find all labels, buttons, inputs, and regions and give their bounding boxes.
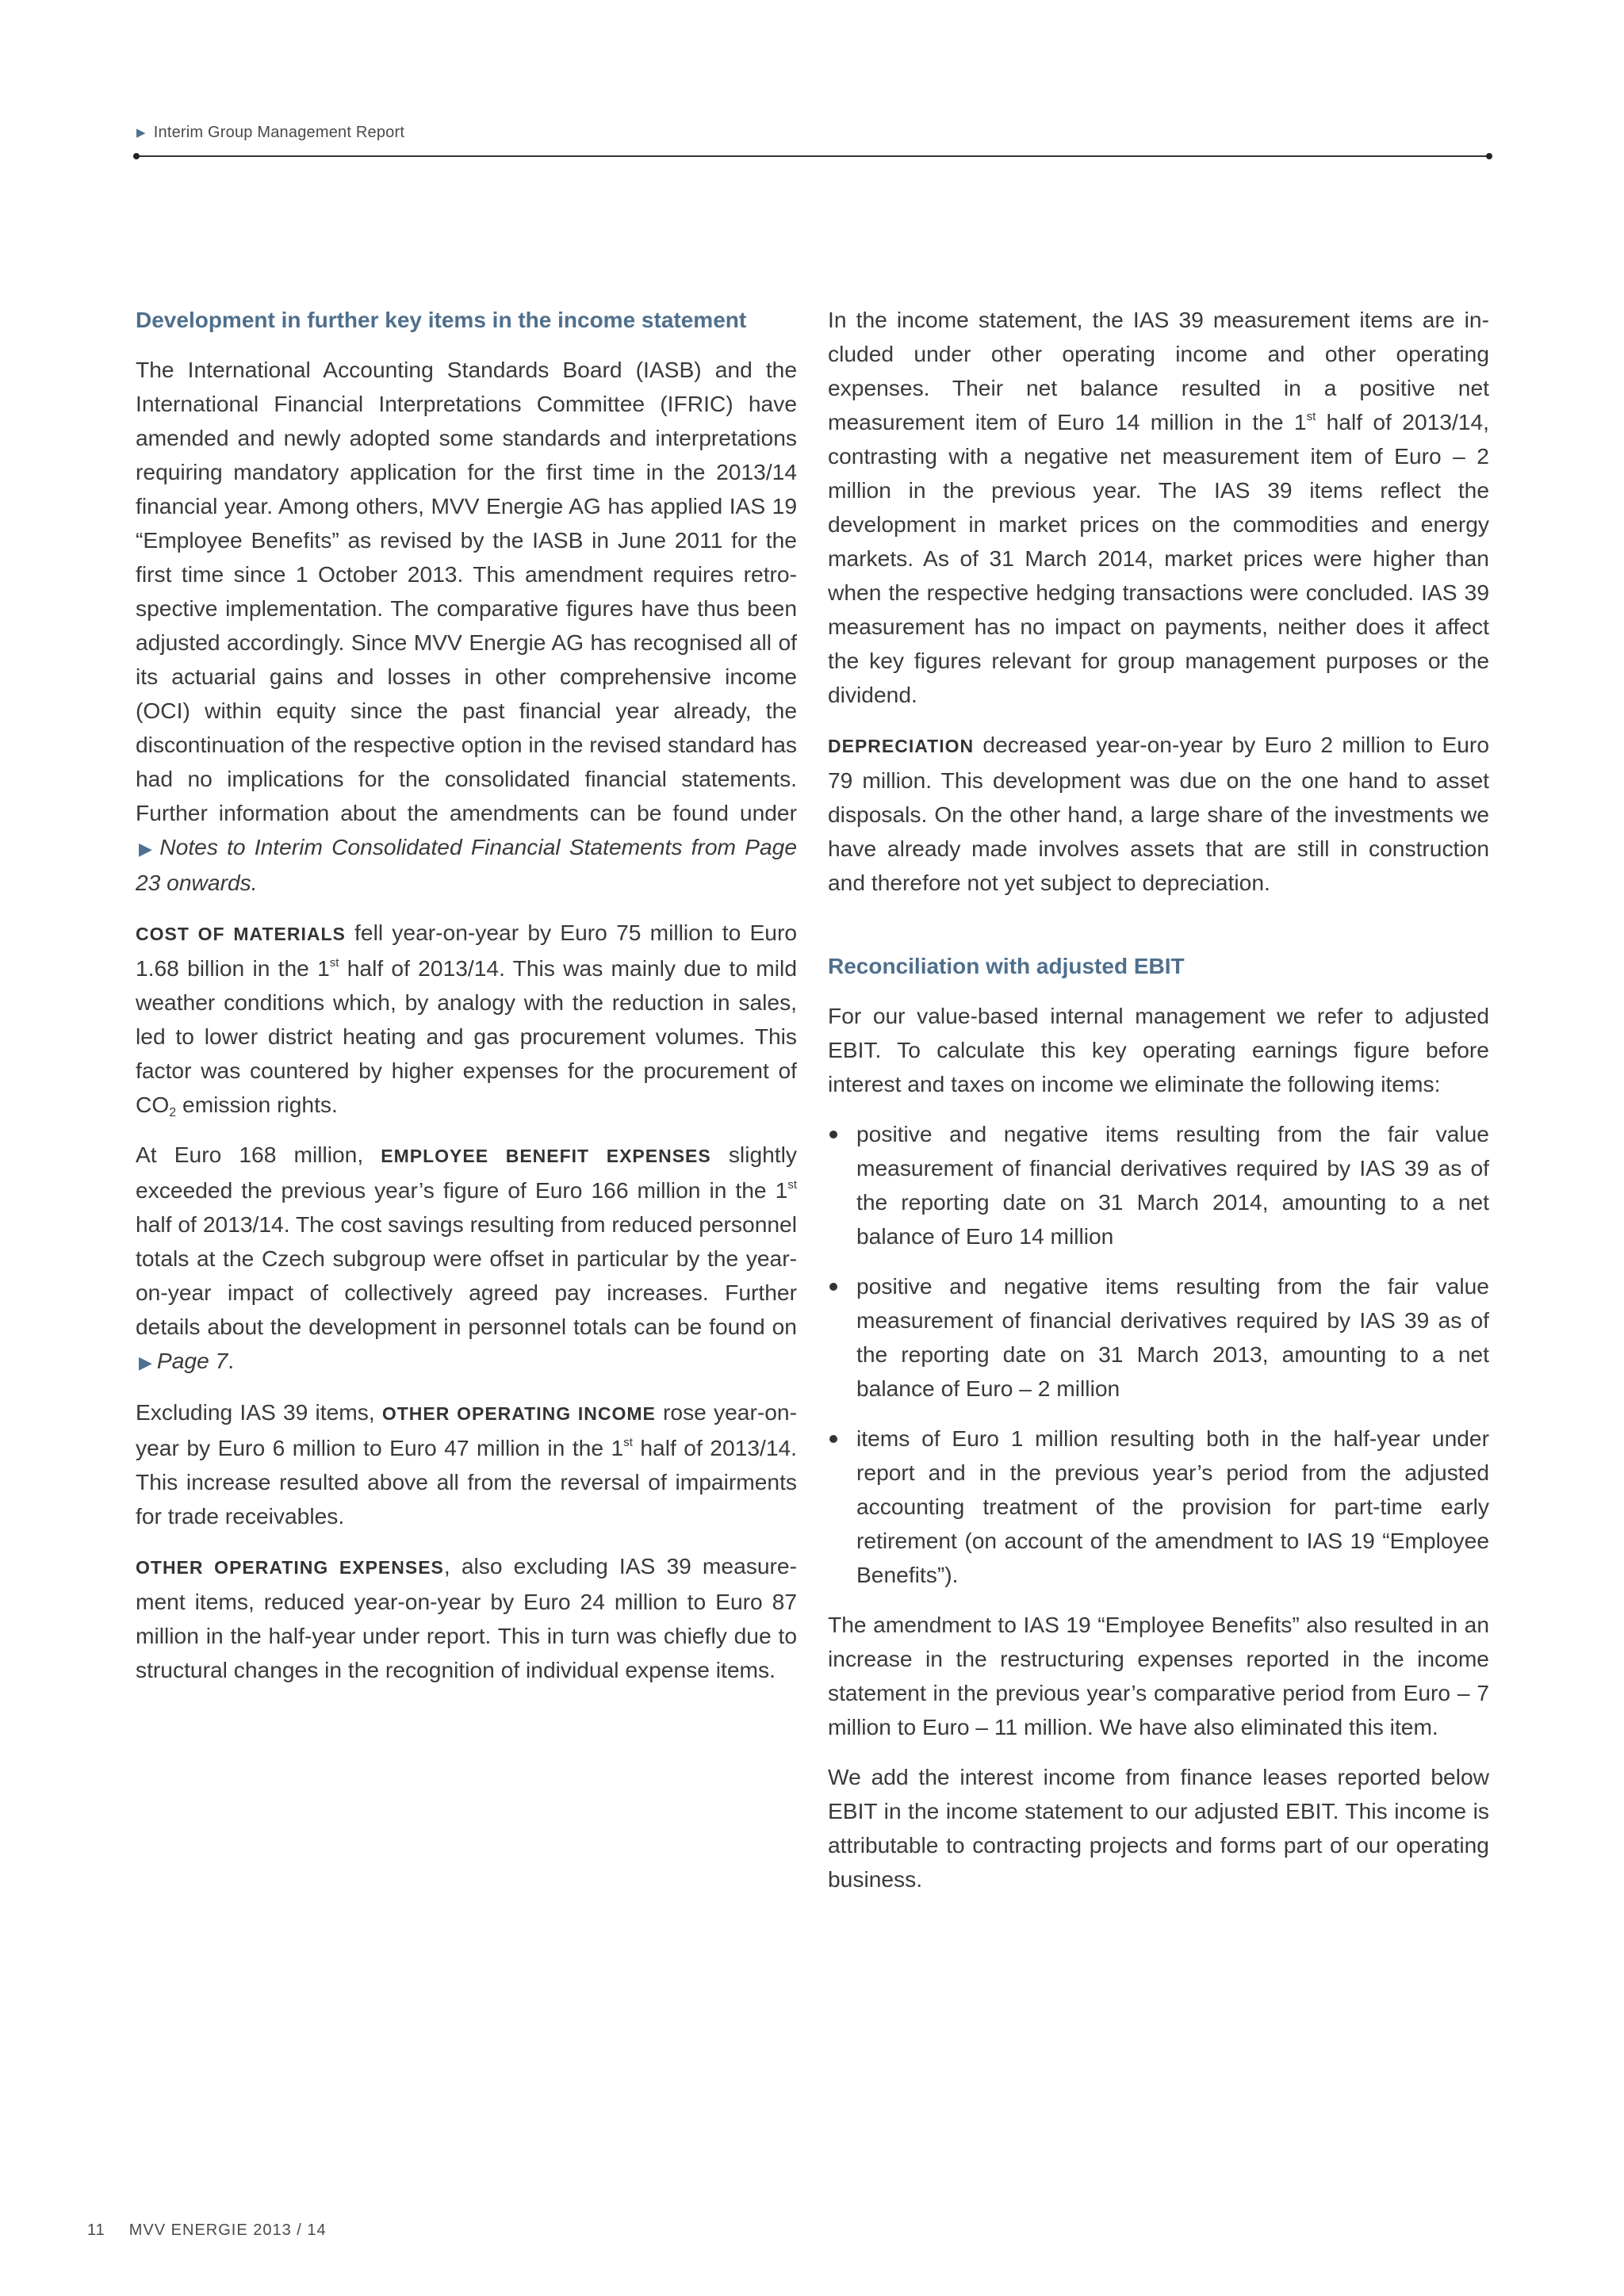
keyword-other-operating-income: OTHER OPERATING INCOME [381, 1403, 656, 1424]
keyword-cost-of-materials: COST OF MATERIALS [136, 924, 346, 944]
paragraph-cost-of-materials: COST OF MATERIALS fell year-on-year by Euro 75 million to Euro 1.68 billion in the 1st half of 2013/14. This was mainly due to mild weather conditions which, by analogy with the reduction in sales, led to lower district heating and gas procurement volumes. This factor was countered by higher expenses for the procurement of $CO_2$ emission rights. [136, 920, 798, 1119]
cross-reference-page-7[interactable]: ▶ Page 7 [139, 1348, 228, 1373]
paragraph-ias-amendments: The International Accounting Standards Board (IASB) and the International Financial Interpretations Committee (IFRIC) have amended and newly adopted some standards and interpretations requiring mandatory application for the first time in the 2013/14 financial year. Among others, MVV Energie AG has applied IAS 19 “Employee Benefits” as revised by the IASB in June 2011 for the first time since 1 October 2013. This amendment requires retrospective implementation. The comparative figures have thus been adjusted accordingly. Since MVV Energie AG has recognised all of its actuarial gains and losses in other comprehensive income (OCI) within equity since the past financial year already, the discontinuation of the respective option in the revised standard has had no implications for the consolidated financial statements. Further information about the amendments can be found under ▶ Notes to Interim Consolidated Financial Statements from Page 23 onwards. [136, 357, 797, 895]
bullet-icon [829, 1283, 837, 1291]
triangle-link-icon: ▶ [139, 1353, 152, 1372]
bullet-list-eliminated-items [828, 1117, 1489, 1592]
page-footer [87, 2221, 327, 2240]
section-heading-key-items: Development in further key items in the income statement [136, 308, 747, 332]
list-item: positive and negative items resulting from the fair value measurement of financial derivatives required by IAS 39 as of the reporting date on 31 March 2013, amounting to a net balance of Euro – 2 million [828, 1269, 1489, 1406]
page-number: 11 [87, 2221, 105, 2239]
paragraph-restructuring-expenses: The amendment to IAS 19 “Employee Benefits” also resulted in an increase in the restructuring expenses reported in the income statement in the previous year’s comparative period from Euro – 7 million to Euro – 11 million. We have also eliminated this item. [828, 1612, 1489, 1739]
paragraph-other-operating-expenses: OTHER OPERATING EXPENSES, also excluding IAS 39 measurement items, reduced year-on-year by Euro 24 million to Euro 87 million in the half-year under report. This in turn was chiefly due to structural changes in the recognition of individual expense items. [136, 1553, 797, 1682]
paragraph-adjusted-ebit-intro: For our value-based internal management we refer to adjusted EBIT. To calculate this key operating earnings figure before interest and taxes on income we eliminate the following items: [828, 1003, 1489, 1096]
running-header [136, 124, 404, 142]
left-column [136, 303, 797, 1703]
triangle-link-icon: ▶ [139, 839, 155, 859]
list-item: positive and negative items resulting from the fair value measurement of financial derivatives required by IAS 39 as of the reporting date on 31 March 2014, amounting to a net balance of Euro 14 million [828, 1117, 1489, 1253]
triangle-marker-icon: ▶ [136, 126, 146, 140]
paragraph-employee-benefit-expenses: At Euro 168 million, EMPLOYEE BENEFIT EXPENSES slightly exceeded the previous year’s figure of Euro 166 million in the 1st half of 2013/14. The cost savings resulting from reduced personnel totals at the Czech subgroup were offset in particular by the year-on-year impact of collectively agreed pay increases. Further details about the development in personnel totals can be found on ▶ Page 7. [136, 1142, 797, 1373]
keyword-other-operating-expenses: OTHER OPERATING EXPENSES [136, 1557, 444, 1578]
bullet-icon [829, 1435, 837, 1443]
section-heading-reconciliation: Reconciliation with adjusted EBIT [828, 954, 1185, 978]
paragraph-finance-leases: We add the interest income from finance leases reported below EBIT in the income statement to our adjusted EBIT. This income is attributable to contracting projects and forms part of our operating business. [828, 1764, 1489, 1892]
keyword-depreciation: DEPRECIATION [828, 736, 975, 756]
cross-reference-notes[interactable]: ▶ Notes to Interim Consolidated Financial Statements from Page 23 onwards. [136, 834, 797, 895]
keyword-employee-benefit-expenses: EMPLOYEE BENEFIT EXPENSES [381, 1146, 711, 1166]
paragraph-ias39-measurement: In the income statement, the IAS 39 measurement items are included under other operating income and other operating expenses. Their net balance resulted in a positive net measurement item of Euro 14 million in the 1st half of 2013/14, contrasting with a negative net measurement item of Euro – 2 million in the previous year. The IAS 39 items reflect the development in market prices on the commodities and energy markets. As of 31 March 2014, market prices were higher than when the respective hedging transactions were concluded. IAS 39 measurement has no impact on payments, neither does it affect the key figures relevant for group management purposes or the dividend. [828, 307, 1489, 707]
right-column [828, 303, 1489, 1912]
list-item: items of Euro 1 million resulting both in the half-year under report and in the previous year’s period from the adjusted accounting treatment of the provision for part-time early retirement (on account of the amendment to IAS 19 “Employee Benefits”). [828, 1422, 1489, 1592]
paragraph-depreciation: DEPRECIATION decreased year-on-year by Euro 2 million to Euro 79 million. This development was due on the one hand to asset disposals. On the other hand, a large share of the investments we have already made involves assets that are still in construction and therefore not yet subject to depreciation. [828, 732, 1489, 895]
running-header-label: Interim Group Management Report [153, 124, 405, 141]
publication-title: MVV ENERGIE 2013 / 14 [128, 2221, 327, 2239]
paragraph-other-operating-income: Excluding IAS 39 items, OTHER OPERATING INCOME rose year-on-year by Euro 6 million to Euro 47 million in the 1st half of 2013/14. This increase resulted above all from the reversal of impairments for trade receivables. [136, 1399, 798, 1529]
header-rule [136, 155, 1489, 157]
bullet-icon [829, 1131, 837, 1138]
